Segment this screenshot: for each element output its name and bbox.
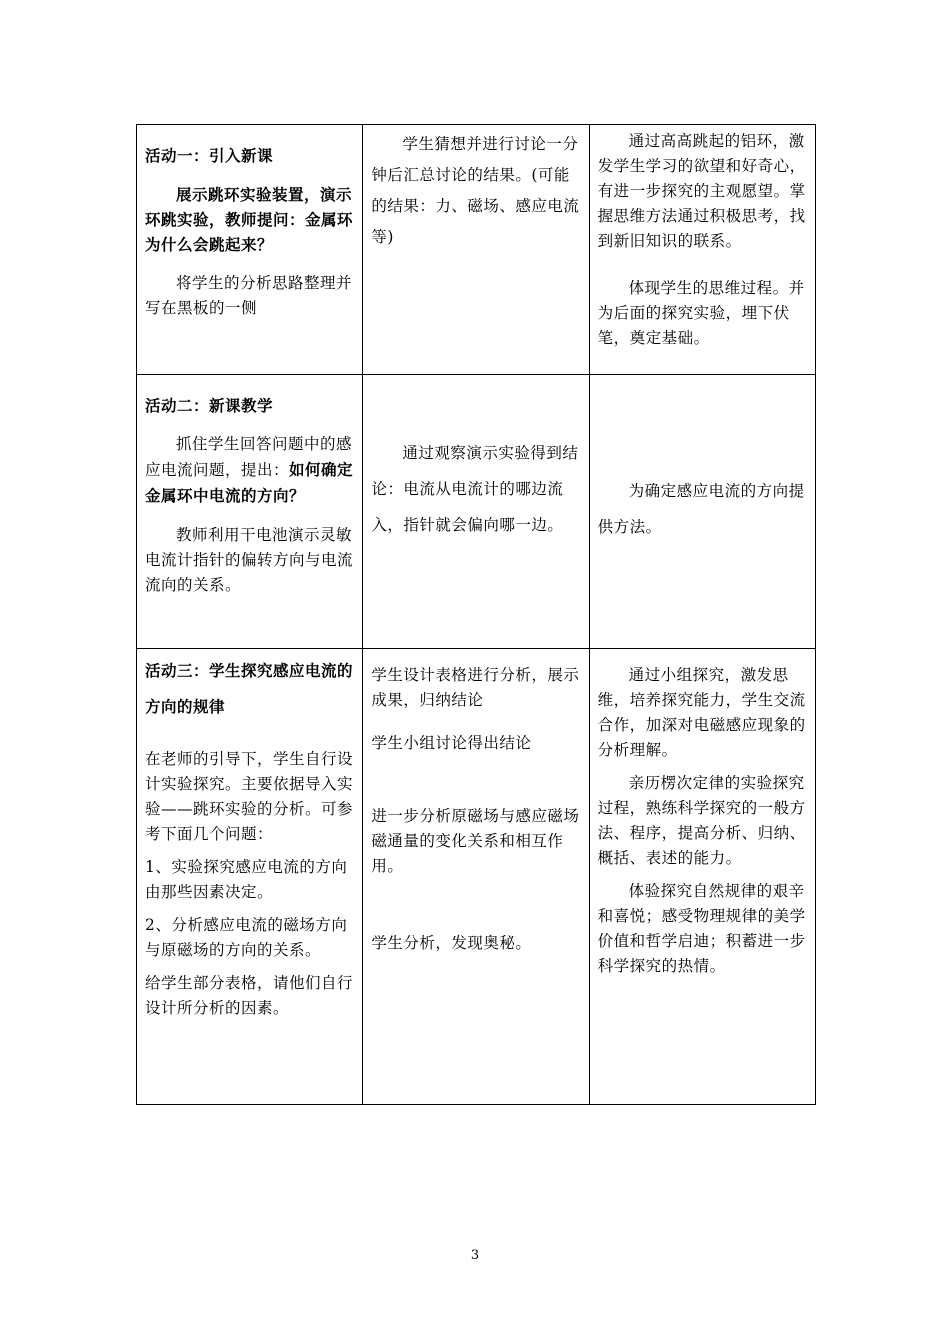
activity-title: 活动一：引入新课 <box>145 146 274 165</box>
activity-paragraph-2: 1、实验探究感应电流的方向由那些因素决定。 <box>145 858 348 901</box>
activity-paragraph-1 <box>145 432 354 509</box>
table-row <box>137 125 816 375</box>
activity-paragraph-3: 2、分析感应电流的磁场方向与原磁场的方向的关系。 <box>145 916 348 959</box>
activity-question-lead: 抓住学生回答问题中的感应电流问题，提出： <box>145 435 353 479</box>
activity-title: 活动三：学生探究感应电流的方向的规律 <box>145 661 354 716</box>
activity-paragraph-1: 在老师的引导下，学生自行设计实验探究。主要依据导入实验——跳环实验的分析。可参考下面几个问题： <box>145 750 354 843</box>
student-cell <box>363 125 589 375</box>
student-paragraph-1: 学生设计表格进行分析，展示成果，归纳结论 <box>371 666 580 709</box>
student-paragraph-2: 学生小组讨论得出结论 <box>371 734 532 752</box>
purpose-paragraph-1: 通过高高跳起的铝环，激发学生学习的欲望和好奇心，有进一步探究的主观愿望。掌握思维方法通过积极思考，找到新旧知识的联系。 <box>597 132 806 250</box>
purpose-paragraph-2: 亲历楞次定律的实验探究过程，熟练科学探究的一般方法、程序，提高分析、归纳、概括、表述的能力。 <box>597 774 806 867</box>
purpose-paragraph-3: 体验探究自然规律的艰辛和喜悦；感受物理规律的美学价值和哲学启迪；积蓄进一步科学探究的热情。 <box>597 882 806 975</box>
activity-cell <box>137 649 363 1105</box>
activity-paragraph: 将学生的分析思路整理并写在黑板的一侧 <box>145 274 353 317</box>
activity-bold-paragraph: 展示跳环实验装置，演示环跳实验，教师提问：金属环为什么会跳起来？ <box>145 185 354 254</box>
purpose-paragraph: 为确定感应电流的方向提供方法。 <box>597 482 805 536</box>
table-row <box>137 375 816 649</box>
student-cell <box>363 375 589 649</box>
purpose-cell <box>589 125 815 375</box>
activity-title: 活动二：新课教学 <box>145 396 274 415</box>
activity-cell <box>137 125 363 375</box>
table-row <box>137 649 816 1105</box>
student-paragraph-4: 学生分析，发现奥秘。 <box>371 934 532 952</box>
purpose-paragraph-1: 通过小组探究，激发思维，培养探究能力，学生交流合作，加深对电磁感应现象的分析理解。 <box>597 666 806 759</box>
student-paragraph: 通过观察演示实验得到结论：电流从电流计的哪边流入，指针就会偏向哪一边。 <box>371 444 579 534</box>
student-paragraph-3: 进一步分析原磁场与感应磁场磁通量的变化关系和相互作用。 <box>371 807 580 875</box>
purpose-cell <box>589 375 815 649</box>
activity-cell <box>137 375 363 649</box>
purpose-paragraph-2: 体现学生的思维过程。并为后面的探究实验，埋下伏笔，奠定基础。 <box>597 279 805 347</box>
student-cell <box>363 649 589 1105</box>
lesson-plan-table <box>136 124 816 1105</box>
student-paragraph: 学生猜想并进行讨论一分钟后汇总讨论的结果。(可能的结果：力、磁场、感应电流等) <box>371 135 580 246</box>
activity-paragraph-2: 教师利用干电池演示灵敏电流计指针的偏转方向与电流流向的关系。 <box>145 526 354 594</box>
activity-paragraph-4: 给学生部分表格，请他们自行设计所分析的因素。 <box>145 974 354 1017</box>
purpose-cell <box>589 649 815 1105</box>
page-number: 3 <box>470 1248 480 1263</box>
activity-question-bold: 如何确定金属环中电流的方向？ <box>145 460 354 505</box>
